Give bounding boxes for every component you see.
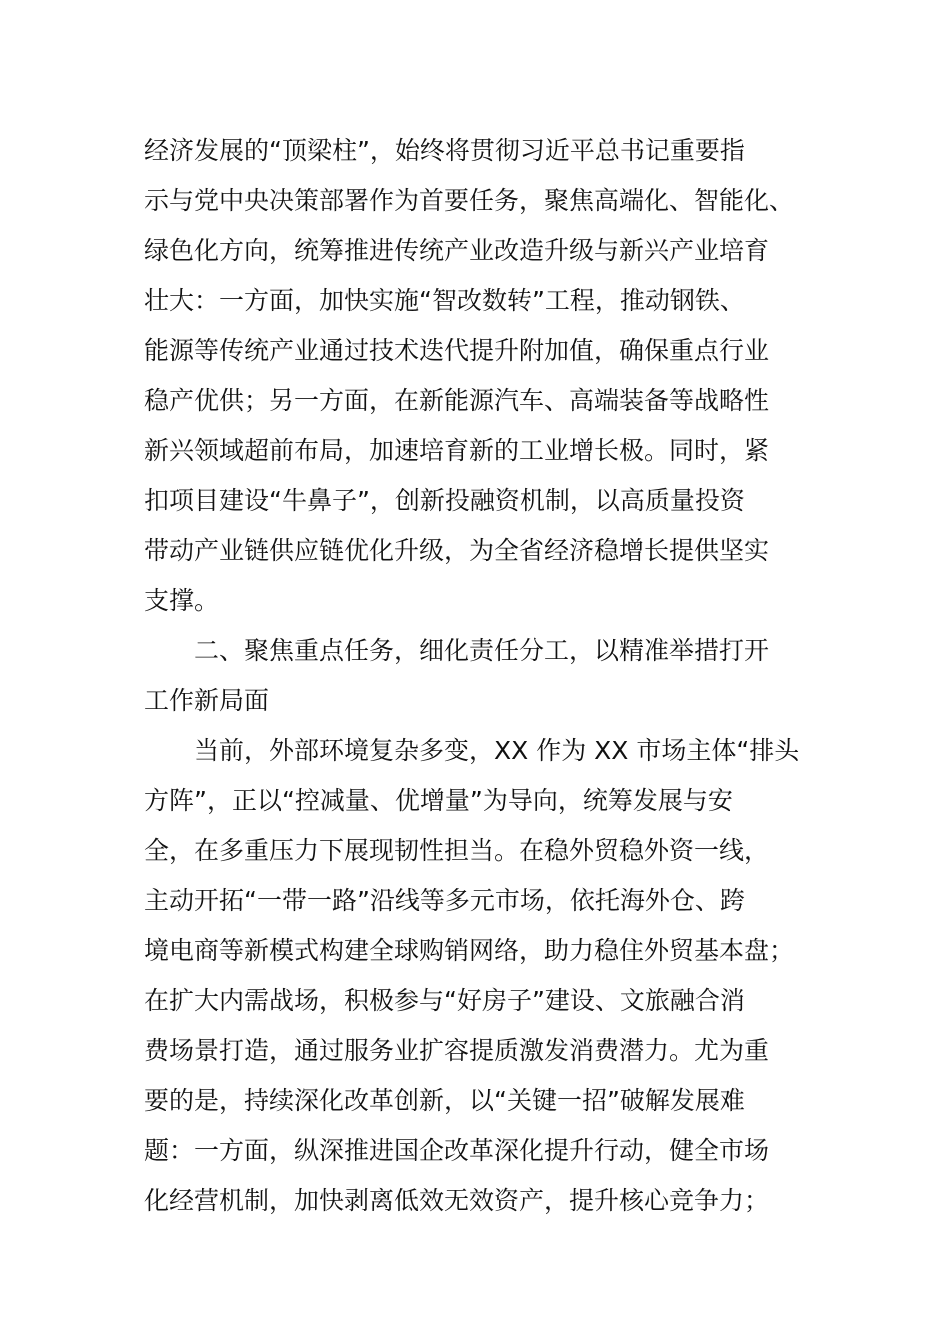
paragraph-line: 全，在多重压力下展现韧性担当。在稳外贸稳外资一线，: [144, 836, 770, 865]
paragraph-line: 当前，外部环境复杂多变，XX 作为 XX 市场主体“排头: [194, 736, 800, 765]
section-heading: 二、聚焦重点任务，细化责任分工，以精准举措打开: [194, 636, 770, 665]
paragraph-line: 扣项目建设“牛鼻子”，创新投融资机制，以高质量投资: [144, 486, 745, 515]
paragraph-line: 绿色化方向，统筹推进传统产业改造升级与新兴产业培育: [144, 236, 770, 265]
paragraph-line: 费场景打造，通过服务业扩容提质激发消费潜力。尤为重: [144, 1036, 770, 1065]
paragraph-line: 示与党中央决策部署作为首要任务，聚焦高端化、智能化、: [144, 186, 795, 215]
document-body: [144, 126, 809, 1226]
paragraph-line: 壮大：一方面，加快实施“智改数转”工程，推动钢铁、: [144, 286, 745, 315]
paragraph-line: 主动开拓“一带一路”沿线等多元市场，依托海外仓、跨: [144, 886, 745, 915]
paragraph-line: 带动产业链供应链优化升级，为全省经济稳增长提供坚实: [144, 536, 770, 565]
paragraph-line: 方阵”，正以“控减量、优增量”为导向，统筹发展与安: [144, 786, 733, 815]
paragraph-line: 经济发展的“顶梁柱”，始终将贯彻习近平总书记重要指: [144, 136, 745, 165]
paragraph-line: 化经营机制，加快剥离低效无效资产，提升核心竞争力；: [144, 1186, 770, 1215]
section-heading: 工作新局面: [144, 686, 270, 715]
paragraph-line: 稳产优供；另一方面，在新能源汽车、高端装备等战略性: [144, 386, 770, 415]
paragraph-line: 要的是，持续深化改革创新，以“关键一招”破解发展难: [144, 1086, 745, 1115]
paragraph-line: 能源等传统产业通过技术迭代提升附加值，确保重点行业: [144, 336, 770, 365]
paragraph-line: 境电商等新模式构建全球购销网络，助力稳住外贸基本盘；: [144, 936, 795, 965]
paragraph-line: 新兴领域超前布局，加速培育新的工业增长极。同时，紧: [144, 436, 770, 465]
paragraph-line: 支撑。: [144, 586, 220, 615]
paragraph-line: 在扩大内需战场，积极参与“好房子”建设、文旅融合消: [144, 986, 745, 1015]
paragraph-line: 题：一方面，纵深推进国企改革深化提升行动，健全市场: [144, 1136, 770, 1165]
